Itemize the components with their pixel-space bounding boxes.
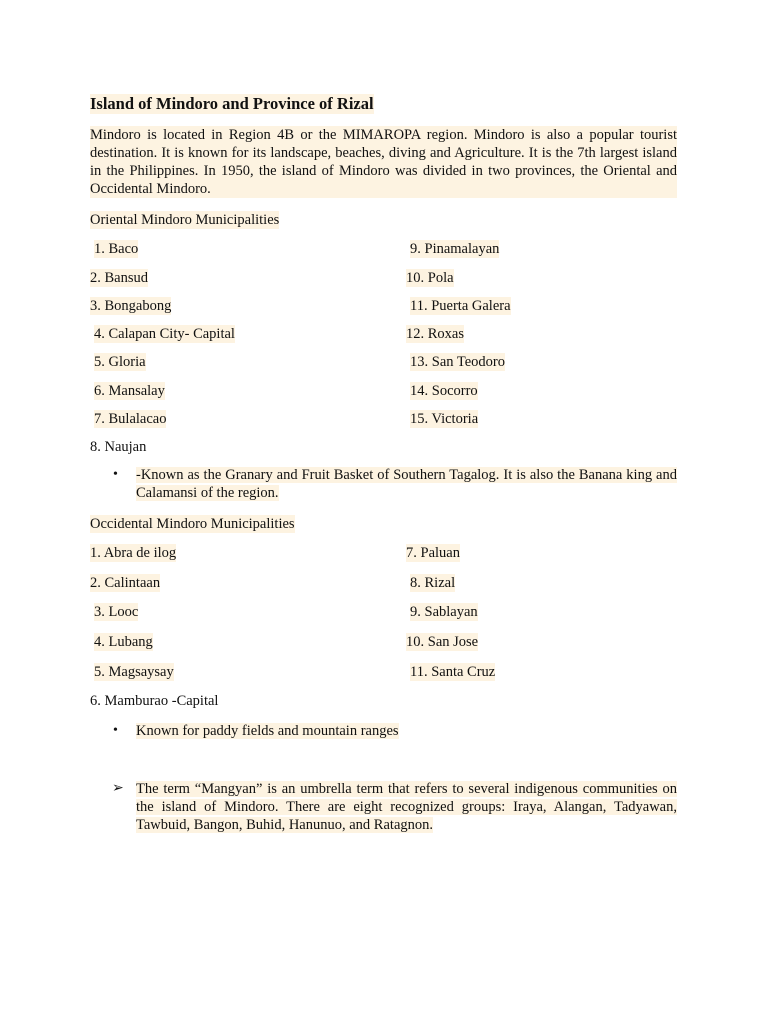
oriental-item-13: 13. San Teodoro: [410, 354, 505, 370]
occidental-heading: Occidental Mindoro Municipalities: [90, 516, 295, 532]
occidental-bullet-text: Known for paddy fields and mountain ranges: [136, 723, 399, 739]
oriental-item-6: 6. Mansalay: [94, 383, 165, 399]
arrow-bullet-icon: ➢: [112, 781, 124, 796]
oriental-bullet: [136, 466, 677, 502]
occidental-item-4: 4. Lubang: [94, 634, 153, 650]
oriental-item-2: 2. Bansud: [90, 270, 148, 286]
oriental-item-8: 8. Naujan: [90, 439, 147, 455]
occidental-item-3: 3. Looc: [94, 604, 139, 620]
occidental-item-2: 2. Calintaan: [90, 575, 161, 591]
oriental-item-9: 9. Pinamalayan: [410, 241, 500, 257]
mangyan-note: [136, 780, 677, 834]
oriental-bullet-text: -Known as the Granary and Fruit Basket of Southern Tagalog. It is also the Banana king and Calamansi of the region.: [136, 467, 677, 501]
oriental-item-14: 14. Socorro: [410, 383, 478, 399]
occidental-item-9: 9. Sablayan: [410, 604, 478, 620]
occidental-item-10: 10. San Jose: [406, 634, 479, 650]
occidental-item-1: 1. Abra de ilog: [90, 545, 177, 561]
oriental-item-5: 5. Gloria: [94, 354, 146, 370]
intro-paragraph: Mindoro is located in Region 4B or the MIMAROPA region. Mindoro is also a popular tourist destination. It is known for its landscape, beaches, diving and Agriculture. It is the 7th largest island in the Philippines. In 1950, the island of Mindoro was divided in two provinces, the Oriental and Occidental Mindoro.: [90, 127, 677, 197]
oriental-item-3: 3. Bongabong: [90, 298, 172, 314]
occidental-item-6: 6. Mamburao -Capital: [90, 693, 219, 709]
bullet-disc-icon: •: [113, 723, 118, 738]
oriental-item-1: 1. Baco: [94, 241, 139, 257]
oriental-item-7: 7. Bulalacao: [94, 411, 167, 427]
occidental-item-7: 7. Paluan: [406, 545, 460, 561]
occidental-bullet: [136, 722, 677, 740]
document-title: Island of Mindoro and Province of Rizal: [90, 94, 374, 113]
oriental-item-11: 11. Puerta Galera: [410, 298, 511, 314]
oriental-heading: Oriental Mindoro Municipalities: [90, 212, 280, 228]
oriental-item-12: 12. Roxas: [406, 326, 464, 342]
occidental-item-5: 5. Magsaysay: [94, 664, 174, 680]
occidental-item-11: 11. Santa Cruz: [410, 664, 496, 680]
bullet-disc-icon: •: [113, 467, 118, 482]
oriental-item-15: 15. Victoria: [410, 411, 479, 427]
occidental-item-8: 8. Rizal: [410, 575, 456, 591]
oriental-item-4: 4. Calapan City- Capital: [94, 326, 235, 342]
mangyan-note-text: The term “Mangyan” is an umbrella term that refers to several indigenous communities on the island of Mindoro. There are eight recognized groups: Iraya, Alangan, Tadyawan, Tawbuid, Bangon, Buhid, Hanunuo, and Ratagnon.: [136, 781, 677, 833]
oriental-item-10: 10. Pola: [406, 270, 454, 286]
